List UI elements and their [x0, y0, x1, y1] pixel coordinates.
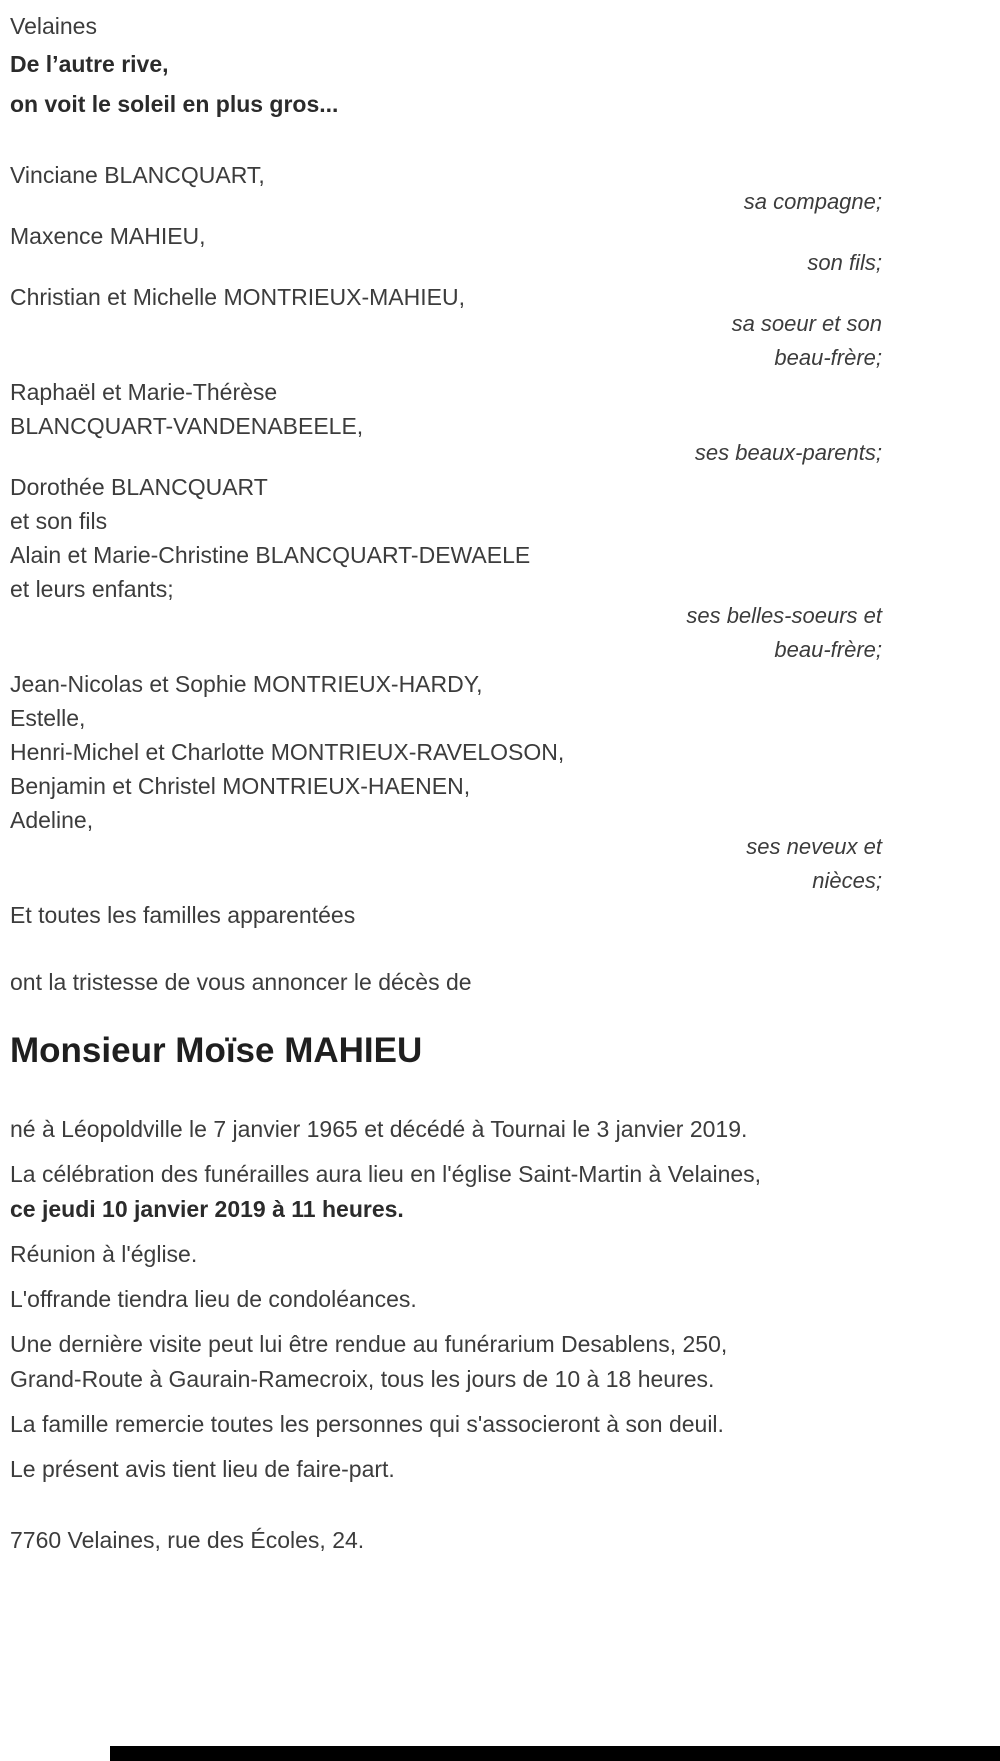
thanks-line: La famille remercie toutes les personnes qui s'associeront à son deuil.: [10, 1411, 724, 1437]
funeral-datetime-line: ce jeudi 10 janvier 2019 à 11 heures.: [10, 1196, 404, 1222]
relative-name-line: Maxence MAHIEU,: [10, 223, 206, 249]
legal-line: Le présent avis tient lieu de faire-part.: [10, 1456, 395, 1482]
relative-name-line: Vinciane BLANCQUART,: [10, 162, 265, 188]
relative-name-line: Christian et Michelle MONTRIEUX-MAHIEU,: [10, 284, 465, 310]
relative-name-line: Jean-Nicolas et Sophie MONTRIEUX-HARDY,: [10, 671, 483, 697]
birth-death-paragraph: [10, 1112, 882, 1147]
relative-name-line: Alain et Marie-Christine BLANCQUART-DEWAELE: [10, 542, 531, 568]
offering-line: L'offrande tiendra lieu de condoléances.: [10, 1286, 417, 1312]
relation-label-line: sa soeur et son: [731, 311, 882, 336]
funeral-location-line: La célébration des funérailles aura lieu en l'église Saint-Martin à Velaines,: [10, 1161, 762, 1187]
relative-name-line: Estelle,: [10, 705, 86, 731]
relative-group: [10, 898, 882, 932]
legal-paragraph: [10, 1452, 882, 1487]
relative-name-line: Adeline,: [10, 807, 94, 833]
epigraph-line-1: De l’autre rive,: [10, 51, 169, 77]
relative-name-line: et son fils: [10, 508, 108, 534]
offering-paragraph: [10, 1282, 882, 1317]
relation-label-line: ses belles-soeurs et: [686, 603, 882, 628]
relation-label-line: ses beaux-parents;: [694, 440, 882, 465]
deceased-name-heading: Monsieur Moïse MAHIEU: [10, 1031, 423, 1070]
birth-death-line: né à Léopoldville le 7 janvier 1965 et décédé à Tournai le 3 janvier 2019.: [10, 1116, 748, 1142]
relative-name-line: Dorothée BLANCQUART: [10, 474, 268, 500]
relative-group: [10, 667, 882, 898]
visit-line-2: Grand-Route à Gaurain-Ramecroix, tous les jours de 10 à 18 heures.: [10, 1366, 715, 1392]
details-section: [10, 1112, 882, 1487]
meeting-paragraph: [10, 1237, 882, 1272]
relative-group: [10, 219, 882, 280]
thanks-paragraph: [10, 1407, 882, 1442]
relation-label-line: son fils;: [807, 250, 882, 275]
epigraph-line-2: on voit le soleil en plus gros...: [10, 91, 339, 117]
relative-group: [10, 158, 882, 219]
meeting-line: Réunion à l'église.: [10, 1241, 198, 1267]
relatives-list: [10, 158, 882, 932]
relative-name-line: et leurs enfants;: [10, 576, 174, 602]
relative-name-line: Et toutes les familles apparentées: [10, 902, 356, 928]
relation-label-line: ses neveux et: [746, 834, 882, 859]
relative-name-line: Henri-Michel et Charlotte MONTRIEUX-RAVELOSON,: [10, 739, 565, 765]
funeral-paragraph: [10, 1157, 882, 1227]
relative-group: [10, 280, 882, 375]
place-label: Velaines: [10, 13, 97, 39]
relation-label-line: nièces;: [812, 868, 882, 893]
relative-name-line: Benjamin et Christel MONTRIEUX-HAENEN,: [10, 773, 471, 799]
visit-paragraph: [10, 1327, 882, 1397]
relative-group: [10, 470, 882, 667]
announcement-line: ont la tristesse de vous annoncer le décès de: [10, 969, 472, 995]
relative-group: [10, 375, 882, 470]
visit-line-1: Une dernière visite peut lui être rendue au funérarium Desablens, 250,: [10, 1331, 728, 1357]
relative-name-line: BLANCQUART-VANDENABEELE,: [10, 413, 364, 439]
relation-label-line: sa compagne;: [743, 189, 882, 214]
relation-label-line: beau-frère;: [774, 637, 882, 662]
bottom-black-bar: [110, 1746, 1000, 1761]
relation-label-line: beau-frère;: [774, 345, 882, 370]
address-line: 7760 Velaines, rue des Écoles, 24.: [10, 1527, 365, 1553]
relative-name-line: Raphaël et Marie-Thérèse: [10, 379, 278, 405]
